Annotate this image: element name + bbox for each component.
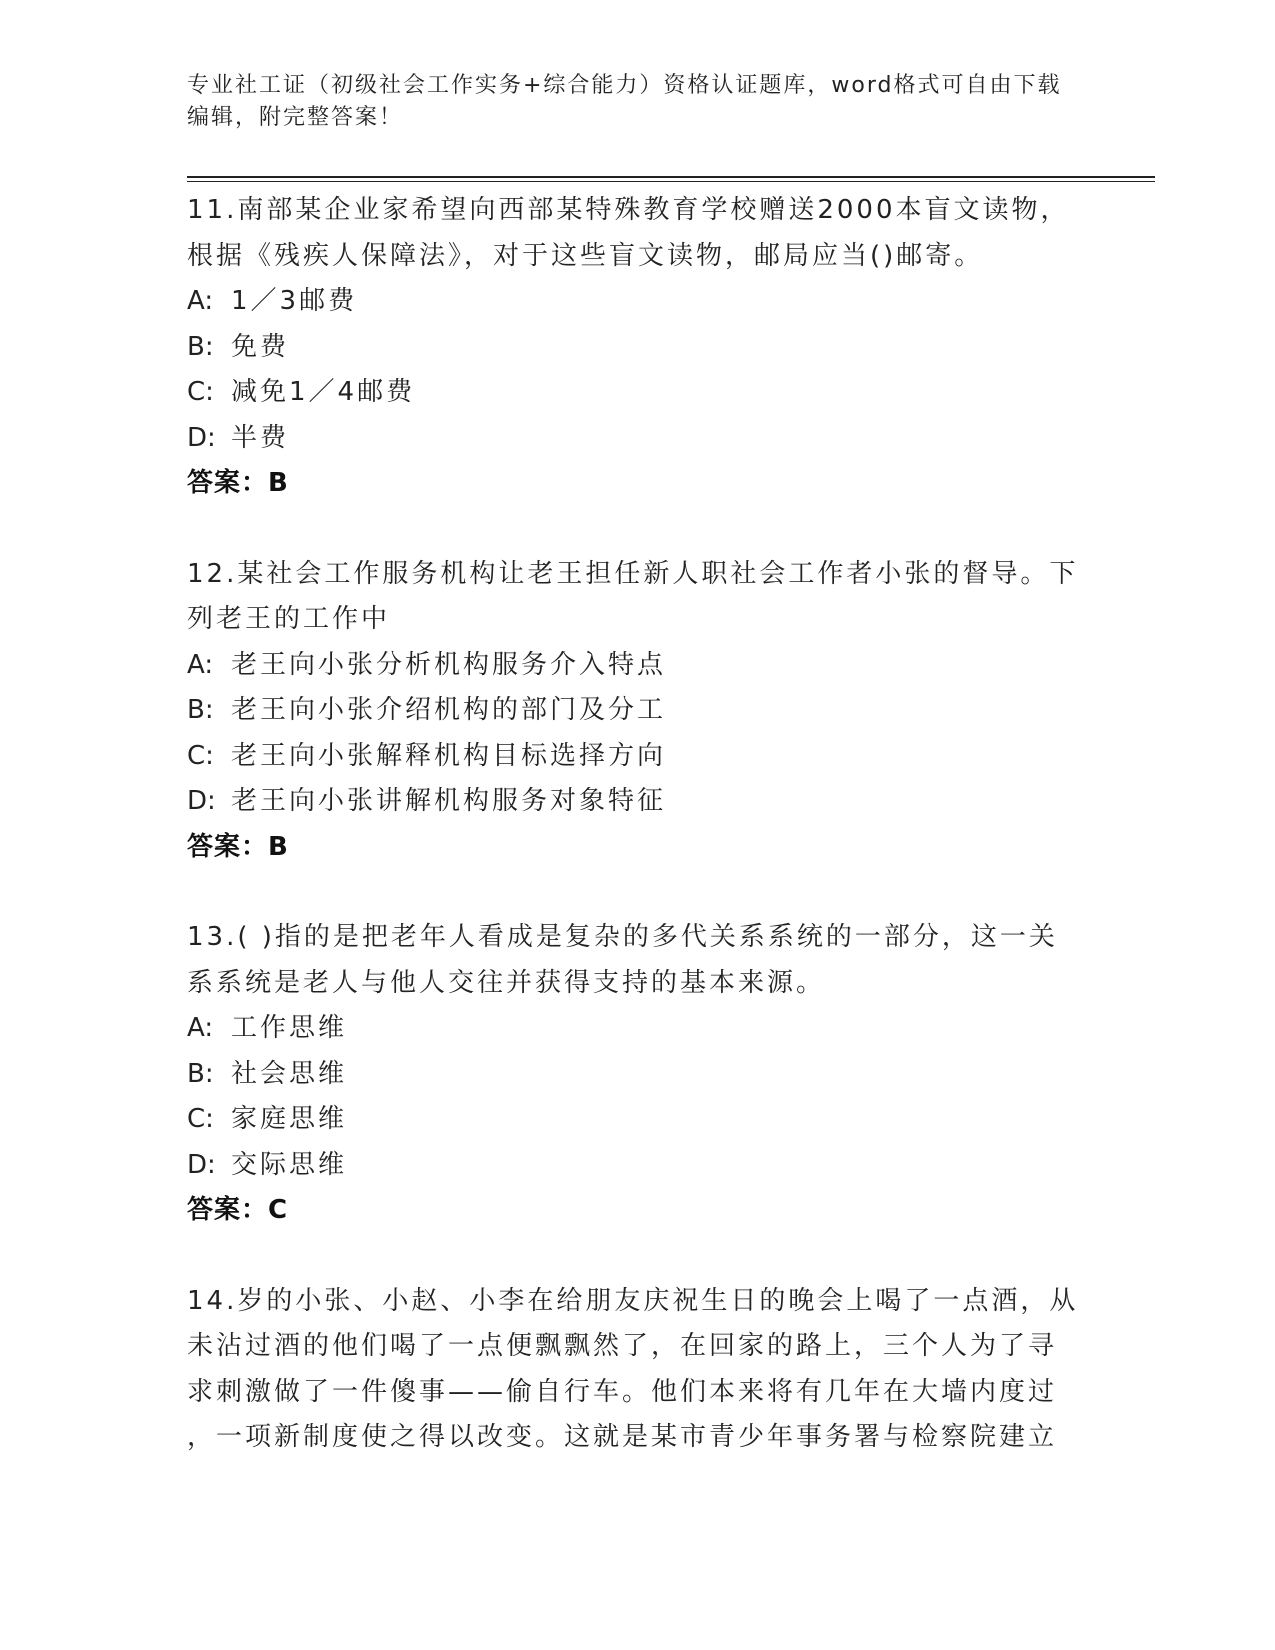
option-c bbox=[187, 734, 1187, 780]
question-text-line: 根据《残疾人保障法》，对于这些盲文读物，邮局应当()邮寄。 bbox=[187, 240, 984, 271]
header-line-1: 专业社工证（初级社会工作实务+综合能力）资格认证题库，word格式可自由下载 bbox=[187, 73, 1062, 98]
question-text-line: 12.某社会工作服务机构让老王担任新人职社会工作者小张的督导。下 bbox=[187, 558, 1079, 589]
option-letter: C: bbox=[187, 377, 214, 407]
option-b bbox=[187, 325, 1187, 371]
question-text-line: 14.岁的小张、小赵、小李在给朋友庆祝生日的晚会上喝了一点酒，从 bbox=[187, 1285, 1079, 1316]
answer-line: 答案：C bbox=[187, 1195, 289, 1225]
option-letter: B: bbox=[187, 695, 214, 725]
question-12 bbox=[187, 552, 1187, 871]
option-letter: D: bbox=[187, 786, 216, 816]
option-letter: C: bbox=[187, 1104, 214, 1134]
header-divider bbox=[187, 176, 1155, 182]
question-text-line: 系系统是老人与他人交往并获得支持的基本来源。 bbox=[187, 967, 826, 998]
option-letter: D: bbox=[187, 422, 216, 453]
option-letter: C: bbox=[187, 740, 214, 771]
document-header bbox=[187, 70, 1187, 134]
option-letter: B: bbox=[187, 1058, 214, 1089]
question-text-line: 列老王的工作中 bbox=[187, 604, 391, 634]
option-text: 家庭思维 bbox=[231, 1104, 348, 1134]
divider-thick bbox=[187, 176, 1155, 178]
option-text: 老王向小张介绍机构的部门及分工 bbox=[231, 695, 667, 725]
option-text: 免费 bbox=[231, 331, 290, 362]
question-list bbox=[187, 188, 1187, 1506]
divider-thin bbox=[187, 181, 1155, 182]
option-text: 社会思维 bbox=[231, 1058, 348, 1089]
option-b bbox=[187, 688, 1187, 734]
option-text: 工作思维 bbox=[231, 1013, 348, 1043]
option-letter: B: bbox=[187, 331, 214, 362]
option-text: 1／3邮费 bbox=[231, 286, 358, 316]
option-c bbox=[187, 370, 1187, 416]
question-text-line: 13.( )指的是把老年人看成是复杂的多代关系系统的一部分，这一关 bbox=[187, 922, 1058, 952]
option-d bbox=[187, 416, 1187, 462]
option-d bbox=[187, 1143, 1187, 1189]
option-a bbox=[187, 643, 1187, 689]
option-text: 老王向小张讲解机构服务对象特征 bbox=[231, 786, 667, 816]
option-text: 老王向小张分析机构服务介入特点 bbox=[231, 649, 667, 680]
answer-line: 答案：B bbox=[187, 831, 289, 862]
option-text: 交际思维 bbox=[231, 1149, 348, 1180]
option-letter: A: bbox=[187, 1013, 214, 1043]
option-text: 减免1／4邮费 bbox=[231, 377, 416, 407]
option-text: 半费 bbox=[231, 422, 290, 453]
question-text-line: ，一项新制度使之得以改变。这就是某市青少年事务署与检察院建立 bbox=[187, 1422, 1058, 1452]
option-a bbox=[187, 1006, 1187, 1052]
option-b bbox=[187, 1052, 1187, 1098]
option-letter: A: bbox=[187, 649, 214, 680]
question-11 bbox=[187, 188, 1187, 507]
option-d bbox=[187, 779, 1187, 825]
question-14 bbox=[187, 1279, 1187, 1461]
option-c bbox=[187, 1097, 1187, 1143]
header-line-2: 编辑，附完整答案！ bbox=[187, 105, 404, 130]
question-text-line: 11.南部某企业家希望向西部某特殊教育学校赠送2000本盲文读物， bbox=[187, 195, 1070, 225]
answer-line: 答案：B bbox=[187, 468, 289, 498]
question-text-line: 未沾过酒的他们喝了一点便飘飘然了，在回家的路上，三个人为了寻 bbox=[187, 1331, 1058, 1361]
question-text-line: 求刺激做了一件傻事——偷自行车。他们本来将有几年在大墙内度过 bbox=[187, 1376, 1058, 1407]
option-letter: D: bbox=[187, 1149, 216, 1180]
option-a bbox=[187, 279, 1187, 325]
question-13 bbox=[187, 915, 1187, 1234]
option-letter: A: bbox=[187, 286, 214, 316]
option-text: 老王向小张解释机构目标选择方向 bbox=[231, 740, 667, 771]
